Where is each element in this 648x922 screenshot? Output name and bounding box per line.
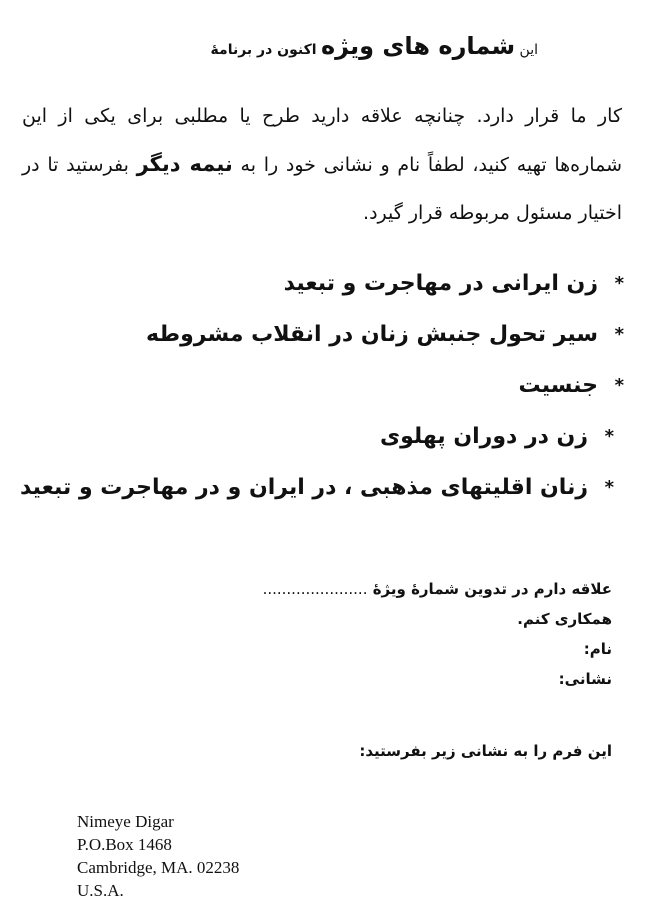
bullet-star-icon: * bbox=[614, 273, 624, 294]
title-prefix: این bbox=[519, 42, 538, 58]
participation-form bbox=[212, 574, 612, 766]
form-send-instruction: این فرم را به نشانی زیر بفرستید: bbox=[359, 742, 612, 760]
topic-text: سیر تحول جنبش زنان در انقلاب مشروطه bbox=[146, 322, 598, 347]
address-line: Nimeye Digar bbox=[77, 812, 174, 831]
form-cooperate-line: همکاری کنم. bbox=[517, 610, 612, 628]
form-address-label: نشانی: bbox=[558, 670, 612, 688]
address-line: U.S.A. bbox=[77, 881, 124, 900]
address-line: P.O.Box 1468 bbox=[77, 835, 172, 854]
topic-text: زن در دوران پهلوی bbox=[379, 424, 588, 449]
bullet-star-icon: * bbox=[604, 426, 614, 447]
intro-bold-name: نیمه دیگر bbox=[136, 152, 233, 176]
bullet-star-icon: * bbox=[614, 375, 624, 396]
intro-text-after: بفرستید تا در اختیار مسئول مربوطه قرار گیرد. bbox=[22, 154, 622, 224]
form-interest-text: علاقه دارم در تدوین شمارهٔ ویژهٔ bbox=[372, 580, 612, 598]
mailing-address bbox=[77, 810, 239, 902]
address-line: Cambridge, MA. 02238 bbox=[77, 858, 240, 877]
title-bold: شماره های ویژه bbox=[321, 32, 516, 60]
bullet-star-icon: * bbox=[604, 477, 614, 498]
topic-text: زن ایرانی در مهاجرت و تبعید bbox=[283, 271, 598, 296]
list-item bbox=[24, 411, 614, 462]
list-item bbox=[24, 309, 624, 360]
topic-text: زنان اقلیتهای مذهبی ، در ایران و در مهاجرت و تبعید bbox=[19, 475, 588, 500]
list-item bbox=[19, 462, 614, 513]
topics-list bbox=[19, 258, 624, 513]
intro-paragraph bbox=[22, 92, 622, 237]
topic-text: جنسیت bbox=[518, 373, 598, 398]
bullet-star-icon: * bbox=[614, 324, 624, 345]
title-suffix: اکنون در برنامهٔ bbox=[210, 42, 317, 58]
list-item bbox=[24, 360, 624, 411]
page-title bbox=[118, 30, 538, 66]
form-blank-dots: ...................... bbox=[262, 580, 368, 598]
form-name-label: نام: bbox=[583, 640, 612, 658]
list-item bbox=[24, 258, 624, 309]
intro-text-before: کار ما قرار دارد. چنانچه علاقه دارید طرح یا مطلبی برای یکی از این شماره‌ها تهیه کنید، لطفاً نام و نشانی خود را به bbox=[22, 105, 622, 176]
form-interest-line bbox=[212, 574, 612, 604]
